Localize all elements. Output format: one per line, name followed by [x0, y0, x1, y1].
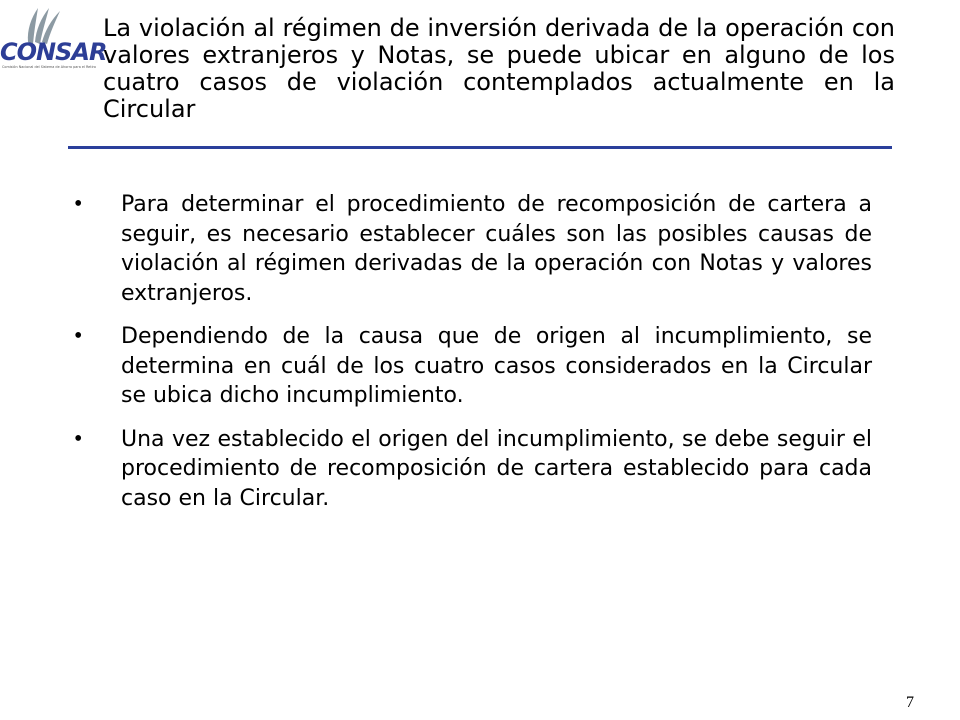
slide-title: La violación al régimen de inversión derivada de la operación con valores extranjeros y Notas, se puede ubicar en alguno de los cuatro casos de violación contemplados actualmente en la Circular	[103, 14, 895, 123]
title-divider	[68, 146, 892, 149]
bullet-item-determinar	[72, 190, 872, 308]
bullet-icon: •	[74, 191, 83, 217]
bullet-item-una-vez	[72, 425, 872, 514]
bullet-list	[72, 190, 872, 527]
consar-logo-graphic	[0, 2, 107, 72]
bullet-item-dependiendo	[72, 322, 872, 411]
consar-subtitle: Comisión Nacional del Sistema de Ahorro para el Retiro	[2, 65, 96, 69]
bullet-text: Una vez establecido el origen del incumplimiento, se debe seguir el procedimiento de recomposición de cartera establecido para cada caso en la Circular.	[121, 426, 872, 511]
bullet-icon: •	[74, 425, 83, 452]
consar-logo	[0, 2, 107, 72]
bullet-text: Para determinar el procedimiento de recomposición de cartera a seguir, es necesario establecer cuáles son las posibles causas de violación al régimen derivadas de la operación con Notas y valores extranjeros.	[121, 192, 872, 306]
consar-wordmark: CONSAR	[0, 38, 107, 66]
bullet-text: Dependiendo de la causa que de origen al incumplimiento, se determina en cuál de los cuatro casos considerados en la Circular se ubica dicho incumplimiento.	[121, 324, 872, 408]
bullet-icon: •	[74, 323, 83, 349]
page-number: 7	[906, 694, 914, 711]
